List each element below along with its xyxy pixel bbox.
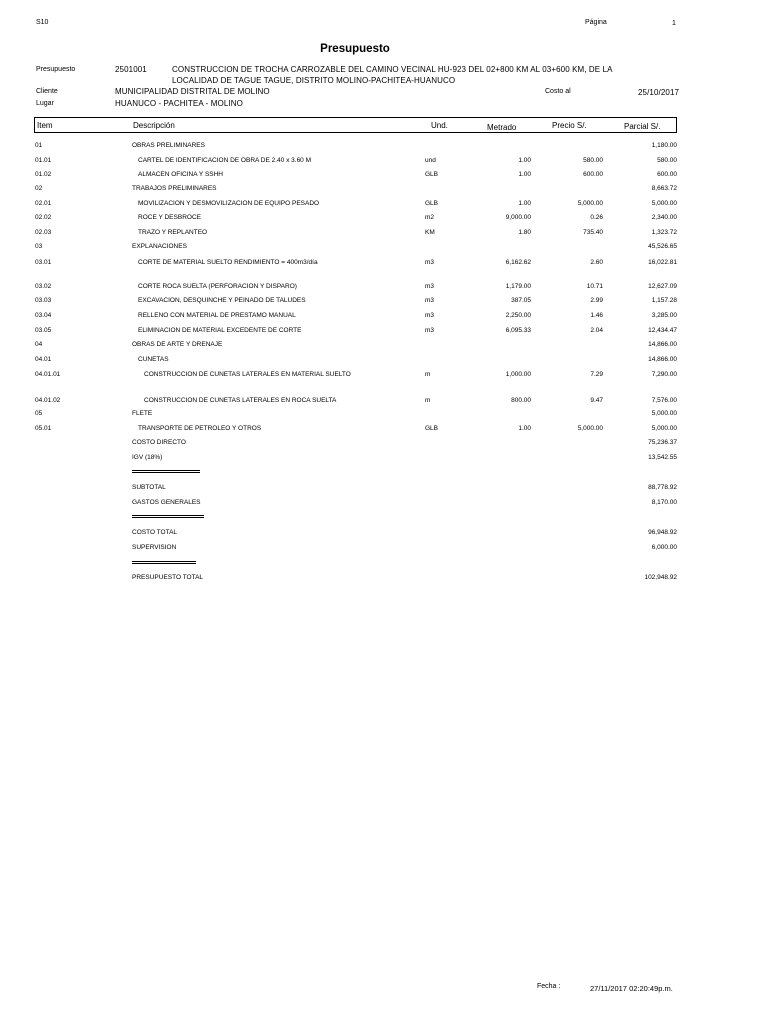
cell-unit: m	[425, 397, 431, 404]
cell-precio: 9.47	[590, 397, 603, 404]
cell-item: 03.03	[35, 297, 52, 304]
cell-parcial: 1,180.00	[651, 142, 677, 149]
cell-item: 01.02	[35, 171, 52, 178]
total-row-subtotal	[0, 484, 768, 495]
cell-item: 04.01.01	[35, 371, 61, 378]
cell-item: 01.01	[35, 157, 52, 164]
cell-item: 03.02	[35, 283, 52, 290]
cell-precio: 1.46	[590, 312, 603, 319]
cell-description: TRAZO Y REPLANTEO	[138, 229, 208, 236]
cell-description: ALMACEN OFICINA Y SSHH	[138, 171, 224, 178]
cell-parcial: 1,157.28	[651, 297, 677, 304]
table-row	[0, 283, 768, 294]
table-row	[0, 185, 768, 196]
total-label: SUBTOTAL	[132, 484, 166, 491]
total-value: 75,236.37	[648, 439, 677, 446]
total-value: 13,542.55	[648, 454, 677, 461]
cell-parcial: 1,323.72	[651, 229, 677, 236]
cell-item: 02.02	[35, 214, 52, 221]
lugar-label: Lugar	[36, 100, 54, 107]
table-row	[0, 425, 768, 436]
fecha-label: Fecha :	[537, 983, 561, 990]
total-label: PRESUPUESTO TOTAL	[132, 574, 204, 581]
cell-item: 03.01	[35, 259, 52, 266]
cell-description: TRABAJOS PRELIMINARES	[132, 185, 217, 192]
cell-parcial: 8,663.72	[651, 185, 677, 192]
cell-unit: m3	[425, 312, 435, 319]
cell-item: 02.01	[35, 200, 52, 207]
cell-unit: GLB	[425, 200, 439, 207]
cell-item: 05	[35, 410, 43, 417]
cell-parcial: 2,340.00	[651, 214, 677, 221]
cell-parcial: 580.00	[657, 157, 677, 164]
cell-item: 04	[35, 341, 43, 348]
total-row-costo-directo	[0, 439, 768, 450]
cell-unit: m3	[425, 259, 435, 266]
table-row	[0, 259, 768, 270]
cell-description: MOVILIZACION Y DESMOVILIZACION DE EQUIPO PESADO	[138, 200, 320, 207]
cell-unit: m3	[425, 297, 435, 304]
cell-parcial: 14,866.00	[648, 356, 677, 363]
table-row	[0, 371, 768, 382]
total-row-supervision	[0, 544, 768, 555]
table-row	[0, 229, 768, 240]
cell-precio: 10.71	[586, 283, 603, 290]
total-label: COSTO TOTAL	[132, 529, 178, 536]
cell-parcial: 5,000.00	[651, 425, 677, 432]
cell-metrado: 6,095.33	[505, 327, 531, 334]
cell-item: 03.05	[35, 327, 52, 334]
cell-parcial: 600.00	[657, 171, 677, 178]
total-label: SUPERVISION	[132, 544, 177, 551]
cell-unit: GLB	[425, 425, 439, 432]
total-label: IGV (18%)	[132, 454, 163, 461]
table-row	[0, 410, 768, 421]
cell-item: 04.01	[35, 356, 52, 363]
table-row	[0, 243, 768, 254]
presupuesto-label: Presupuesto	[36, 66, 76, 73]
table-row	[0, 142, 768, 153]
presupuesto-code: 2501001	[115, 65, 147, 74]
cell-unit: m2	[425, 214, 435, 221]
cliente-label: Cliente	[36, 88, 58, 95]
cell-description: CARTEL DE IDENTIFICACION DE OBRA DE 2.40 x 3.60 M	[138, 157, 312, 164]
cell-unit: GLB	[425, 171, 439, 178]
costo-al-label: Costo al	[545, 88, 571, 95]
cell-item: 01	[35, 142, 43, 149]
cell-unit: m3	[425, 327, 435, 334]
total-value: 88,778.92	[648, 484, 677, 491]
cell-unit: und	[425, 157, 436, 164]
cell-parcial: 45,526.65	[648, 243, 677, 250]
total-value: 6,000.00	[651, 544, 677, 551]
fecha-value: 27/11/2017 02:20:49p.m.	[590, 984, 673, 993]
cell-description: EXCAVACION, DESQUINCHE Y PEINADO DE TALUDES	[138, 297, 306, 304]
costo-al-date: 25/10/2017	[638, 88, 680, 97]
table-row	[0, 356, 768, 367]
table-row	[0, 312, 768, 323]
separator-line	[132, 561, 196, 562]
cell-precio: 735.40	[583, 229, 603, 236]
software-label: S10	[36, 19, 49, 26]
cell-metrado: 800.00	[511, 397, 531, 404]
table-row	[0, 297, 768, 308]
cell-parcial: 7,290.00	[651, 371, 677, 378]
cell-metrado: 387.05	[511, 297, 531, 304]
col-precio: Precio S/.	[552, 121, 587, 130]
lugar-value: HUANUCO - PACHITEA - MOLINO	[115, 99, 243, 108]
cell-parcial: 5,000.00	[651, 200, 677, 207]
col-metrado: Metrado	[487, 123, 517, 132]
total-label: GASTOS GENERALES	[132, 499, 201, 506]
cell-description: CORTE DE MATERIAL SUELTO RENDIMIENTO = 400m3/día	[138, 259, 318, 266]
table-row	[0, 157, 768, 168]
cell-precio: 2.04	[590, 327, 603, 334]
table-row	[0, 327, 768, 338]
cell-precio: 2.60	[590, 259, 603, 266]
cell-metrado: 1.00	[518, 425, 531, 432]
cell-metrado: 2,250.00	[505, 312, 531, 319]
table-row	[0, 214, 768, 225]
cell-item: 03.04	[35, 312, 52, 319]
cell-parcial: 16,022.81	[648, 259, 677, 266]
cell-description: EXPLANACIONES	[132, 243, 187, 250]
total-row-igv	[0, 454, 768, 465]
cell-description: TRANSPORTE DE PETROLEO Y OTROS	[138, 425, 262, 432]
cell-precio: 5,000.00	[577, 425, 603, 432]
cliente-value: MUNICIPALIDAD DISTRITAL DE MOLINO	[115, 87, 270, 96]
col-item: Item	[37, 121, 53, 130]
cell-precio: 580.00	[583, 157, 603, 164]
separator-line	[132, 470, 200, 471]
cell-description: CUNETAS	[138, 356, 169, 363]
cell-precio: 7.29	[590, 371, 603, 378]
total-value: 102,948.92	[644, 574, 677, 581]
cell-description: CONSTRUCCION DE CUNETAS LATERALES EN MATERIAL SUELTO	[144, 371, 351, 378]
cell-parcial: 7,576.00	[651, 397, 677, 404]
total-value: 8,170.00	[651, 499, 677, 506]
presupuesto-description: CONSTRUCCION DE TROCHA CARROZABLE DEL CAMINO VECINAL HU-923 DEL 02+800 KM AL 03+600 KM, DE LA	[172, 65, 613, 74]
total-row-presupuesto-total	[0, 574, 768, 585]
cell-description: RELLENO CON MATERIAL DE PRESTAMO MANUAL	[138, 312, 296, 319]
table-row	[0, 341, 768, 352]
page-label: Página	[585, 19, 607, 26]
cell-precio: 600.00	[583, 171, 603, 178]
table-row	[0, 200, 768, 211]
cell-metrado: 9,000.00	[505, 214, 531, 221]
cell-description: OBRAS PRELIMINARES	[132, 142, 205, 149]
col-und: Und.	[431, 121, 448, 130]
cell-metrado: 1.00	[518, 157, 531, 164]
presupuesto-description-2: LOCALIDAD DE TAGUE TAGUE, DISTRITO MOLINO-PACHITEA-HUANUCO	[172, 76, 456, 85]
total-row-gastos	[0, 499, 768, 510]
cell-metrado: 1.80	[518, 229, 531, 236]
cell-metrado: 6,162.62	[505, 259, 531, 266]
cell-description: ROCE Y DESBROCE	[138, 214, 201, 221]
cell-description: CORTE ROCA SUELTA (PERFORACION Y DISPARO)	[138, 283, 297, 290]
table-row	[0, 397, 768, 408]
cell-description: ELIMINACION DE MATERIAL EXCEDENTE DE CORTE	[138, 327, 302, 334]
cell-item: 02.03	[35, 229, 52, 236]
total-value: 96,948.92	[648, 529, 677, 536]
table-row	[0, 171, 768, 182]
cell-item: 03	[35, 243, 43, 250]
separator-line	[132, 515, 204, 516]
cell-parcial: 3,285.00	[651, 312, 677, 319]
document-title: Presupuesto	[320, 43, 390, 55]
cell-metrado: 1.00	[518, 171, 531, 178]
cell-description: CONSTRUCCION DE CUNETAS LATERALES EN ROCA SUELTA	[144, 397, 337, 404]
cell-parcial: 14,866.00	[648, 341, 677, 348]
cell-precio: 5,000.00	[577, 200, 603, 207]
col-parcial: Parcial S/.	[624, 122, 661, 131]
cell-description: OBRAS DE ARTE Y DRENAJE	[132, 341, 223, 348]
cell-item: 04.01.02	[35, 397, 61, 404]
cell-item: 02	[35, 185, 43, 192]
cell-unit: m	[425, 371, 431, 378]
cell-metrado: 1,179.00	[505, 283, 531, 290]
cell-metrado: 1.00	[518, 200, 531, 207]
cell-unit: KM	[425, 229, 435, 236]
cell-unit: m3	[425, 283, 435, 290]
cell-parcial: 5,000.00	[651, 410, 677, 417]
cell-description: FLETE	[132, 410, 153, 417]
total-row-costo-total	[0, 529, 768, 540]
cell-parcial: 12,627.09	[648, 283, 677, 290]
col-descripcion: Descripción	[133, 121, 175, 130]
cell-parcial: 12,434.47	[648, 327, 677, 334]
page-number: 1	[672, 20, 676, 27]
cell-metrado: 1,000.00	[505, 371, 531, 378]
cell-precio: 2.99	[590, 297, 603, 304]
total-label: COSTO DIRECTO	[132, 439, 186, 446]
cell-item: 05.01	[35, 425, 52, 432]
cell-precio: 0.26	[590, 214, 603, 221]
